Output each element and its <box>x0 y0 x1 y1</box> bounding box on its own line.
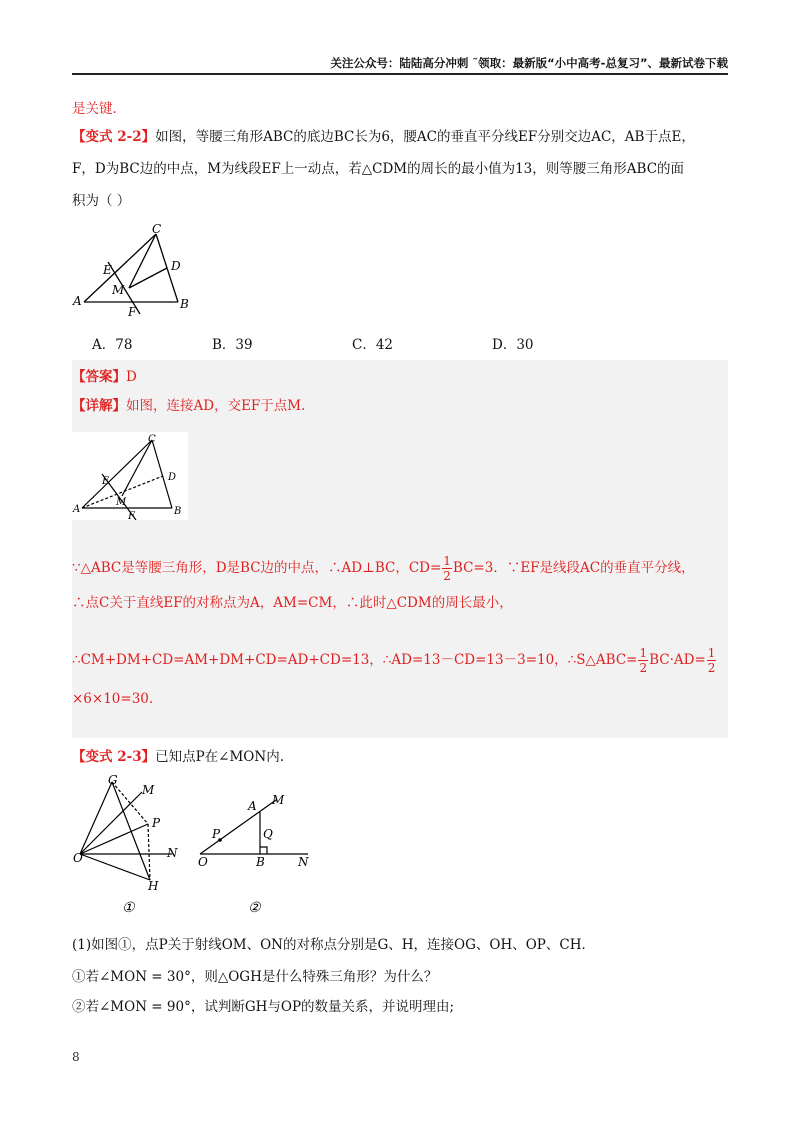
fraction-half-2-den: 2 <box>639 661 648 675</box>
option-d: D．30 <box>492 337 534 353</box>
fig3b-label-m: M <box>272 793 285 807</box>
fig1-label-a: A <box>73 294 82 308</box>
question-1a: ①若∠MON = 30°，则△OGH是什么特殊三角形？为什么？ <box>72 969 438 985</box>
fig3-label-n: N <box>167 846 178 860</box>
fig2-label-b: B <box>174 506 182 517</box>
fig2-label-a: A <box>73 504 81 515</box>
fig2-label-m: M <box>116 497 127 508</box>
detail-line-4: ×6×10=30. <box>72 691 154 707</box>
detail-line-2: ∴点C关于直线EF的对称点为A，AM=CM，∴此时△CDM的周长最小， <box>72 595 513 611</box>
variant-2-3-intro: 已知点P在∠MON内. <box>155 749 284 765</box>
fraction-half-3-den: 2 <box>707 661 716 675</box>
fig2-label-e: E <box>102 476 110 487</box>
intro-text: 是关键. <box>72 101 117 117</box>
question-1b: ②若∠MON = 90°，试判断GH与OP的数量关系，并说明理由; <box>72 999 455 1015</box>
answer-tag: 【答案】 <box>72 369 126 385</box>
fig2-label-c: C <box>148 434 156 445</box>
variant-2-2-line1 <box>72 128 695 146</box>
fig3b-label-a: A <box>248 799 257 813</box>
fig3-label-m: M <box>142 783 155 797</box>
variant-2-2-line2: F，D为BC边的中点，M为线段EF上一动点，若△CDM的周长的最小值为13，则等腰三角形ABC的面 <box>72 161 685 177</box>
variant-2-2-line3: 积为（ ） <box>72 193 131 209</box>
fig1-label-b: B <box>180 297 189 311</box>
detail-l3b: BC·AD= <box>649 652 706 668</box>
angle-figures <box>72 772 322 917</box>
fraction-half-1-den: 2 <box>443 569 451 583</box>
fig2-label-f: F <box>128 511 135 520</box>
triangle-figure-2 <box>72 432 188 520</box>
fraction-half-3-num: 1 <box>707 646 716 660</box>
fig2-label-d: D <box>168 472 177 483</box>
fraction-half-3 <box>707 646 717 675</box>
variant-2-3-tag: 【变式 2-3】 <box>72 749 156 765</box>
fig1-label-m: M <box>112 283 125 297</box>
answer-line <box>72 368 137 386</box>
fraction-half-1-num: 1 <box>443 554 451 568</box>
fig1-label-d: D <box>171 259 181 273</box>
detail-line-3 <box>72 646 717 675</box>
page-number: 8 <box>72 1050 80 1064</box>
answer-value: D <box>126 369 137 385</box>
detail-l1a: ∵△ABC是等腰三角形，D是BC边的中点，∴AD⊥BC，CD= <box>72 560 442 576</box>
option-c: C．42 <box>352 337 394 353</box>
variant-2-2-text1: 如图，等腰三角形ABC的底边BC长为6，腰AC的垂直平分线EF分别交边AC，AB于点E， <box>155 129 695 145</box>
variant-2-3-line <box>72 748 284 766</box>
fig3b-label-o: O <box>198 855 208 869</box>
detail-l3a: ∴CM+DM+CD=AM+DM+CD=AD+CD=13，∴AD=13－CD=13－3=10，∴S△ABC= <box>72 652 638 668</box>
fig1-label-c: C <box>152 222 162 236</box>
detail-l1b: BC=3．∵EF是线段AC的垂直平分线， <box>452 560 695 576</box>
fraction-half-2-num: 1 <box>639 646 648 660</box>
fraction-half-2 <box>638 646 648 675</box>
detail-intro: 如图，连接AD，交EF于点M. <box>126 398 306 414</box>
option-a: A．78 <box>92 337 133 353</box>
fig1-label-e: E <box>103 263 112 277</box>
fraction-half-1 <box>442 554 452 583</box>
fig1-label-f: F <box>128 305 137 317</box>
option-b: B．39 <box>212 337 253 353</box>
triangle-figure-1 <box>72 222 212 317</box>
figure-caption-2: ② <box>248 900 261 916</box>
page-header: 关注公众号：陆陆高分冲刺 ˜领取：最新版“小中高考-总复习”、最新试卷下载 <box>72 55 728 75</box>
fig3-label-p: P <box>152 816 161 830</box>
detail-line-1 <box>72 554 695 583</box>
answer-panel <box>72 360 728 738</box>
fig3-label-g: G <box>108 773 118 787</box>
fig3b-label-n: N <box>298 855 309 869</box>
fig3b-label-p: P <box>212 827 221 841</box>
detail-tag: 【详解】 <box>72 398 126 414</box>
figure-caption-1: ① <box>122 900 135 916</box>
fig3b-label-q: Q <box>263 827 273 841</box>
variant-2-2-tag: 【变式 2-2】 <box>72 129 156 145</box>
fig3-label-o: O <box>73 851 83 865</box>
question-1: (1)如图①，点P关于射线OM、ON的对称点分别是G、H，连接OG、OH、OP、CH． <box>72 937 595 953</box>
fig3-label-h: H <box>148 879 159 893</box>
detail-intro-line <box>72 397 305 415</box>
fig3b-label-b: B <box>256 855 265 869</box>
